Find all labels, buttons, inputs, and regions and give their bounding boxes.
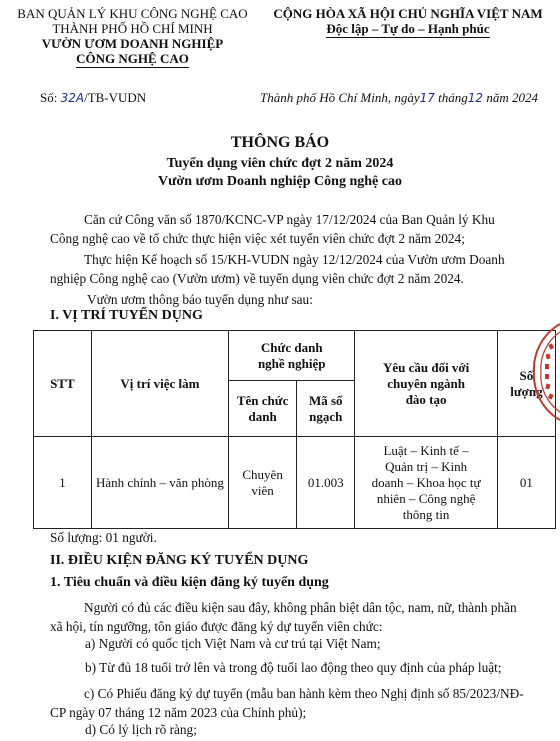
- condition-d: d) Có lý lịch rõ ràng;: [85, 722, 197, 737]
- header-code: Mã số ngạch: [297, 381, 355, 437]
- national-motto: Độc lập – Tự do – Hạnh phúc: [326, 21, 490, 36]
- condition-b: b) Từ đủ 18 tuổi trở lên và trong độ tuổi lao động theo quy định của pháp luật;: [85, 660, 502, 675]
- doc-number-prefix: Số:: [40, 90, 58, 105]
- condition-c: [50, 684, 550, 722]
- agency-line-3: VƯỜN ƯƠM DOANH NGHIỆP: [41, 36, 224, 51]
- condition-a: a) Người có quốc tịch Việt Nam và cư trú tại Việt Nam;: [85, 636, 381, 651]
- paragraph-eligibility: [50, 598, 550, 636]
- date-day: 17: [419, 91, 435, 105]
- nation-name: CỘNG HÒA XÃ HỘI CHỦ NGHĨA VIỆT NAM: [273, 6, 543, 21]
- national-header-block: [258, 6, 558, 38]
- agency-line-2: THÀNH PHỐ HỒ CHÍ MINH: [52, 21, 213, 36]
- document-number: [40, 90, 146, 106]
- paragraph-line: c) Có Phiếu đăng ký dự tuyển (mẫu ban hành kèm theo Nghị định số 85/2023/NĐ-: [84, 686, 524, 701]
- section-heading-conditions: II. ĐIỀU KIỆN ĐĂNG KÝ TUYỂN DỤNG: [50, 553, 309, 568]
- paragraph-line: Công nghệ cao về tổ chức thực hiện việc xét tuyển viên chức đợt 2 năm 2024;: [50, 231, 465, 246]
- year-label: năm 2024: [486, 90, 538, 105]
- paragraph-line: xã hội, tín ngưỡng, tôn giáo được đăng ký dự tuyển viên chức:: [50, 619, 383, 634]
- cell-position: Hành chính – văn phòng: [91, 437, 228, 529]
- place-and-date: [260, 90, 555, 106]
- month-label: tháng: [438, 90, 468, 105]
- agency-line-1: BAN QUẢN LÝ KHU CÔNG NGHỆ CAO: [17, 6, 248, 21]
- quantity-summary: Số lượng: 01 người.: [50, 530, 157, 545]
- document-title: THÔNG BÁO: [230, 134, 330, 151]
- header-title-name: Tên chức danh: [229, 381, 297, 437]
- cell-requirements: Luật – Kinh tế – Quản trị – Kinh doanh – Khoa học tự nhiên – Công nghệ thông tin: [355, 437, 497, 529]
- paragraph-line: CP ngày 07 tháng 12 năm 2023 của Chính phủ);: [50, 705, 307, 720]
- recruitment-positions-table: [33, 330, 556, 529]
- header-stt: STT: [34, 331, 92, 437]
- doc-number-suffix: /TB-VUDN: [84, 90, 147, 105]
- paragraph-plan: [50, 250, 540, 288]
- doc-number-handwritten: 32A: [60, 91, 85, 105]
- cell-title: Chuyên viên: [229, 437, 297, 529]
- paragraph-legal-basis: [50, 210, 540, 248]
- paragraph-announcement: Vườn ươm thông báo tuyển dụng như sau:: [87, 292, 313, 307]
- header-title-group: Chức danh nghề nghiệp: [229, 331, 355, 381]
- place-prefix: Thành phố Hồ Chí Minh, ngày: [260, 90, 420, 105]
- date-month: 12: [467, 91, 484, 105]
- subsection-heading-criteria: 1. Tiêu chuẩn và điều kiện đăng ký tuyển dụng: [50, 575, 329, 590]
- cell-code: 01.003: [297, 437, 355, 529]
- paragraph-line: nghiệp Công nghệ cao (Vườn ươm) về tuyển dụng viên chức đợt 2 năm 2024.: [50, 271, 464, 286]
- cell-quantity: 01: [497, 437, 555, 529]
- paragraph-line: Căn cứ Công văn số 1870/KCNC-VP ngày 17/12/2024 của Ban Quản lý Khu: [84, 212, 495, 227]
- paragraph-line: Người có đủ các điều kiện sau đây, không phân biệt dân tộc, nam, nữ, thành phần: [84, 600, 517, 615]
- header-quantity: Số lượng: [497, 331, 555, 437]
- document-subtitle-1: Tuyển dụng viên chức đợt 2 năm 2024: [166, 156, 394, 171]
- agency-line-4: CÔNG NGHỆ CAO: [76, 51, 189, 66]
- document-subtitle-2: Vườn ươm Doanh nghiệp Công nghệ cao: [158, 174, 402, 189]
- table-row: [34, 437, 556, 529]
- header-requirements: Yêu cầu đối với chuyên ngành đào tạo: [355, 331, 497, 437]
- issuing-agency-block: [10, 6, 255, 68]
- section-heading-positions: I. VỊ TRÍ TUYỂN DỤNG: [50, 308, 203, 323]
- paragraph-line: Thực hiện Kế hoạch số 15/KH-VUDN ngày 12/12/2024 của Vườn ươm Doanh: [84, 252, 505, 267]
- official-stamp-icon: [532, 318, 560, 426]
- header-position: Vị trí việc làm: [91, 331, 228, 437]
- cell-stt: 1: [34, 437, 92, 529]
